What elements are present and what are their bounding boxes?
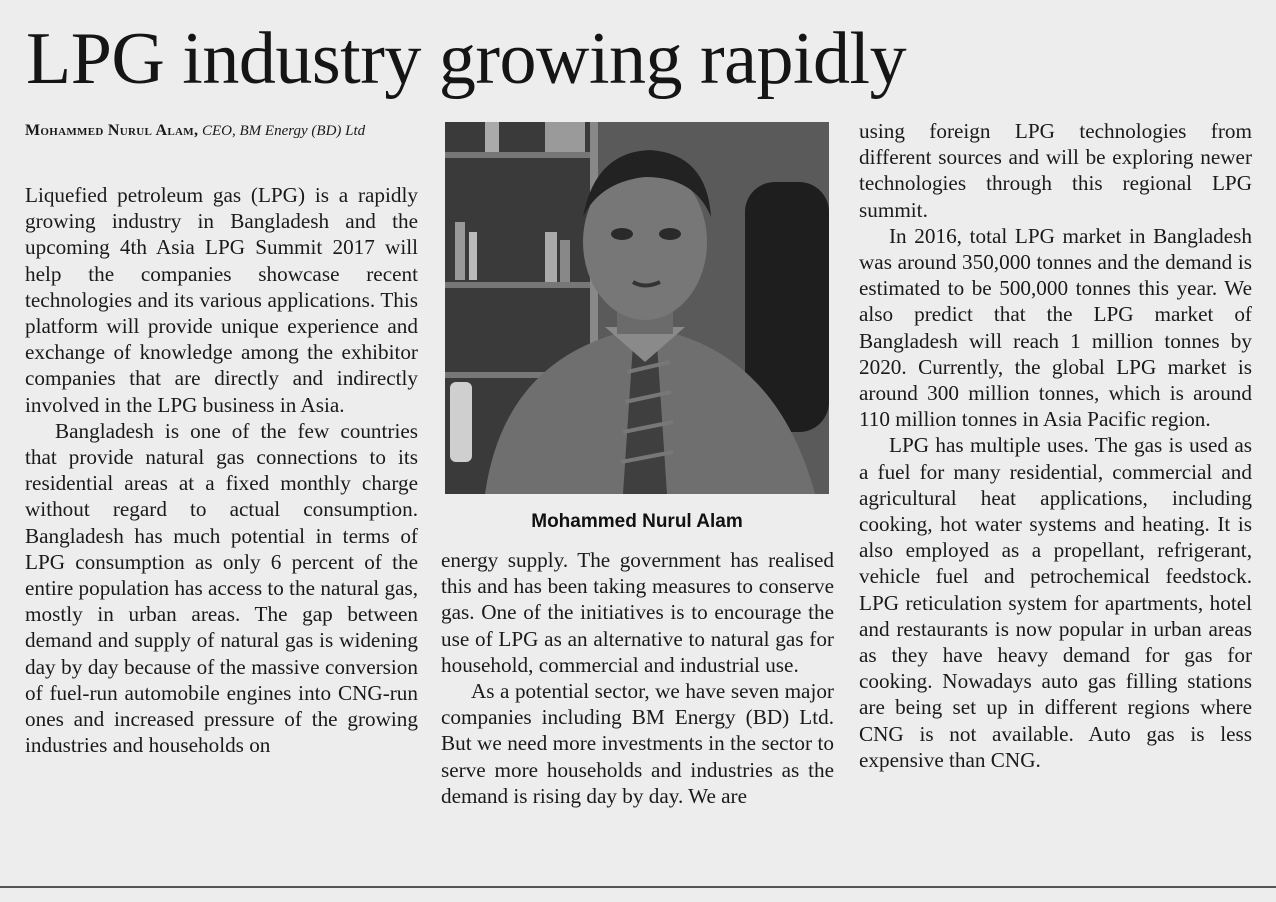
bottom-rule: [0, 886, 1276, 888]
paragraph: LPG has multiple uses. The gas is used as a fuel for many residential, commercial and agricultural heat applications, including cooking, hot water systems and heating. It is also employed as a propellant, refrigerant, vehicle fuel and petrochemical feedstock. LPG reticulation system for apartments, hotel and restaurants is now popular in urban areas as they have heavy demand for gas for cooking. Nowadays auto gas filling stations are being set up in different regions where CNG is not available. Auto gas is less expensive than CNG.: [859, 433, 1252, 772]
headline: LPG industry growing rapidly: [26, 18, 907, 100]
article-column-1: [25, 182, 418, 758]
author-role: CEO, BM Energy (BD) Ltd: [202, 123, 366, 139]
paragraph: Liquefied petroleum gas (LPG) is a rapidly growing industry in Bangladesh and the upcoming 4th Asia LPG Summit 2017 will help the companies showcase recent technologies and its various applications. This platform will provide unique experience and exchange of knowledge among the exhibitor companies that are directly and indirectly involved in the LPG business in Asia.: [25, 183, 418, 417]
portrait-photo-icon: [445, 122, 829, 494]
article-column-3: [859, 118, 1252, 773]
photo-caption: Mohammed Nurul Alam: [531, 511, 743, 532]
author-name: Mohammed Nurul Alam,: [25, 122, 199, 139]
paragraph: As a potential sector, we have seven major companies including BM Energy (BD) Ltd. But we need more investments in the sector to serve more households and industries as the demand is rising day by day. We are: [441, 679, 834, 808]
paragraph: In 2016, total LPG market in Bangladesh was around 350,000 tonnes and the demand is estimated to be 500,000 tonnes this year. We also predict that the LPG market of Bangladesh will reach 1 million tonnes by 2020. Currently, the global LPG market is around 300 million tonnes, which is around 110 million tonnes in Asia Pacific region.: [859, 223, 1252, 432]
article-column-2: [441, 547, 834, 809]
paragraph: energy supply. The government has realised this and has been taking measures to conserve gas. One of the initiatives is to encourage the use of LPG as an alternative to natural gas for household, commercial and industrial use.: [441, 548, 834, 677]
paragraph: Bangladesh is one of the few countries that provide natural gas connections to its residential areas at a fixed monthly charge without regard to actual consumption. Bangladesh has much potential in terms of LPG consumption as only 6 percent of the entire population has access to the natural gas, mostly in urban areas. The gap between demand and supply of natural gas is widening day by day because of the massive conversion of fuel-run automobile engines into CNG-run ones and increased pressure of the growing industries and households on: [25, 418, 419, 758]
portrait-photo: [445, 122, 829, 494]
byline: [25, 122, 418, 140]
paragraph: using foreign LPG technologies from different sources and will be exploring newer technologies through this regional LPG summit.: [859, 119, 1252, 222]
